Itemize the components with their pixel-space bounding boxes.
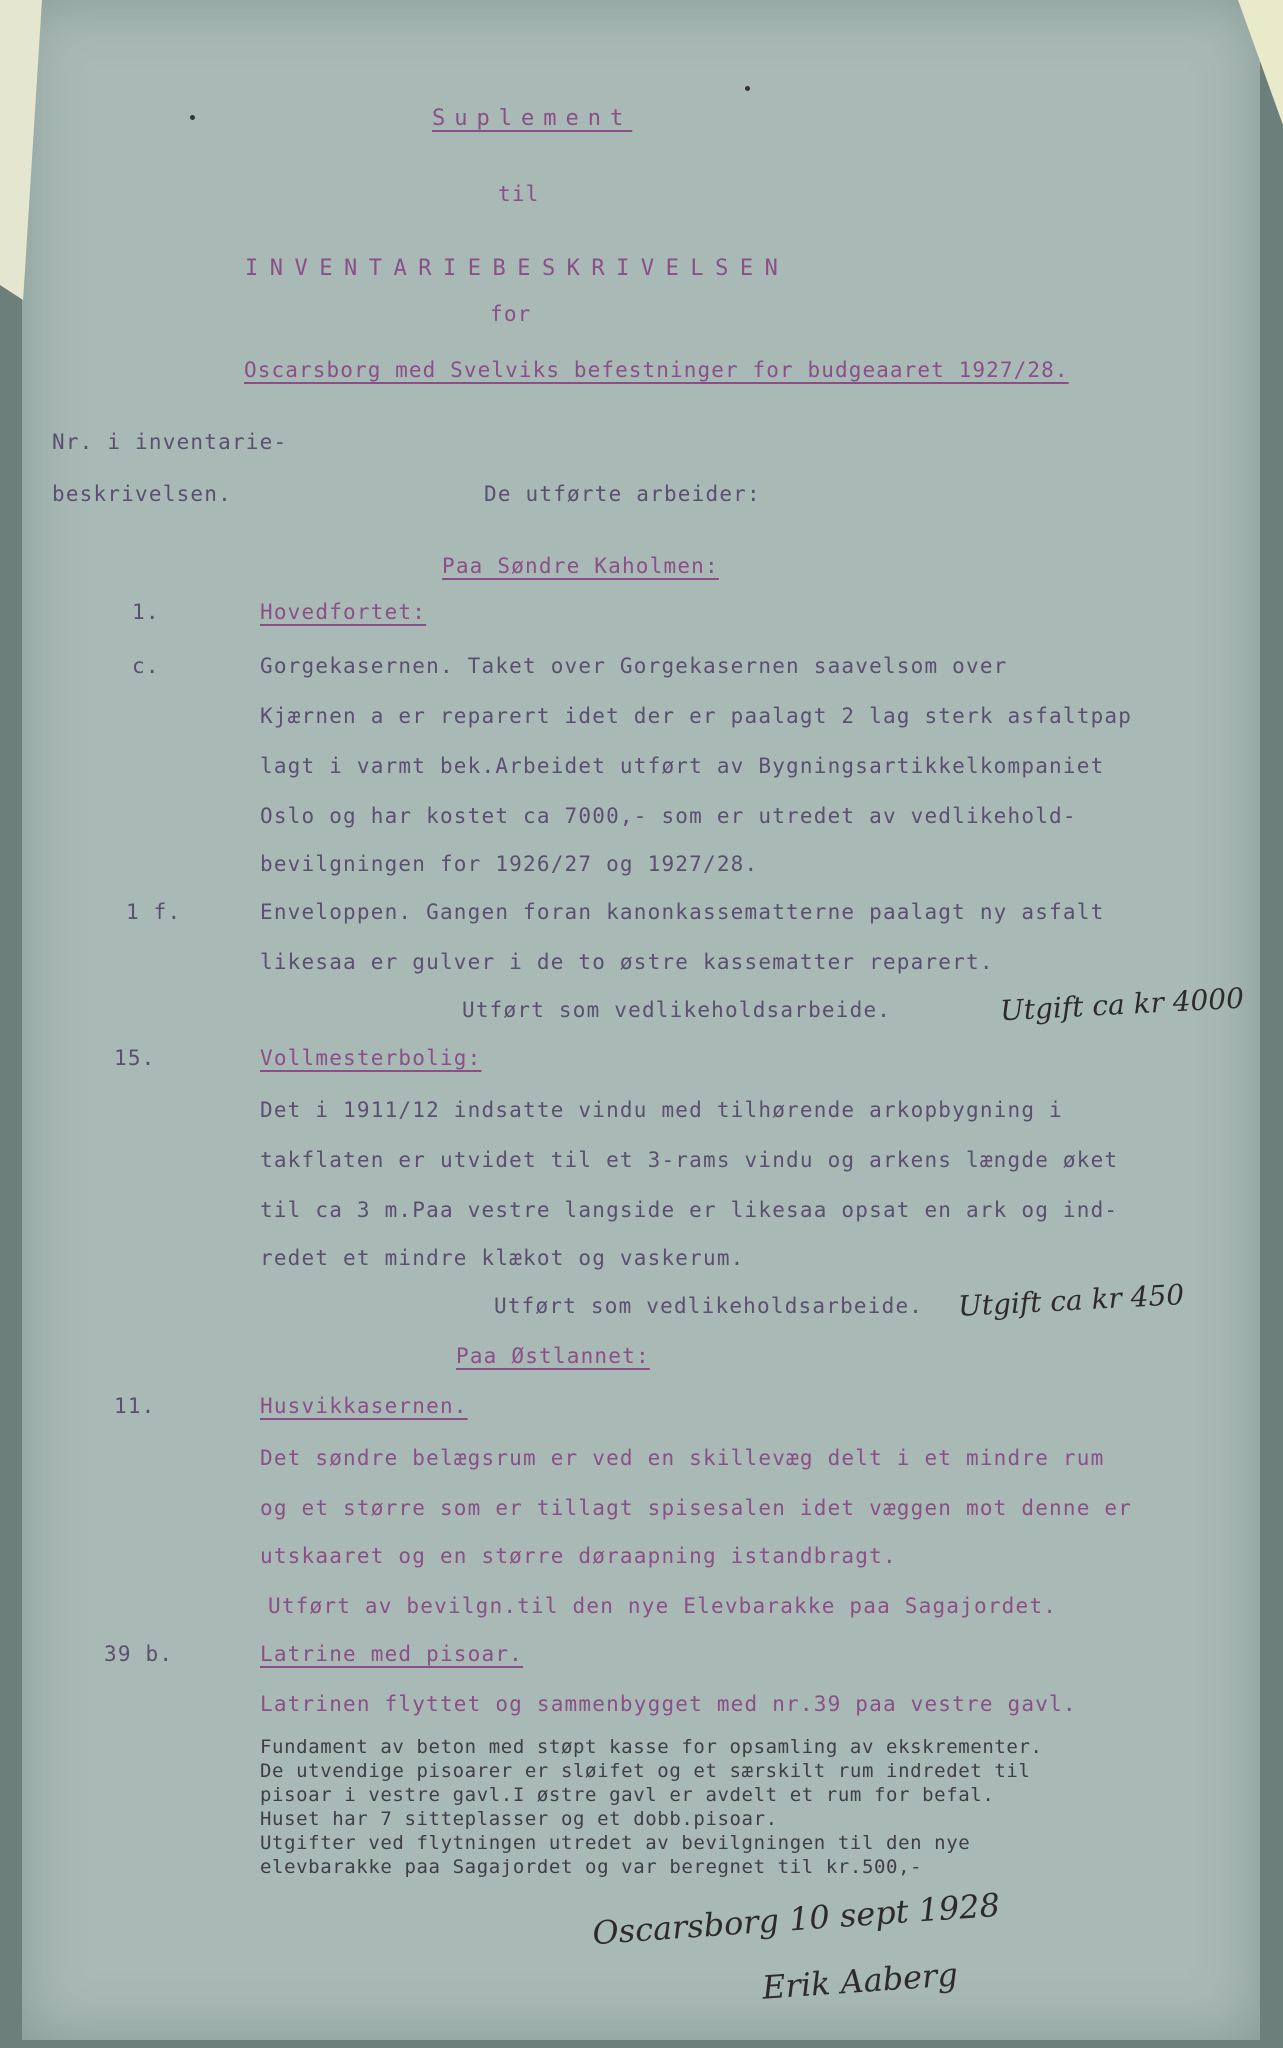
entry-line-small: Utgifter ved flytningen utredet av bevilgningen til den nye xyxy=(260,1832,971,1854)
entry-line: bevilgningen for 1926/27 og 1927/28. xyxy=(260,852,759,876)
header-for: for xyxy=(490,302,532,326)
entry-line: lagt i varmt bek.Arbeidet utført av Bygningsartikkelkompaniet xyxy=(260,754,1105,778)
section-heading: Paa Østlannet: xyxy=(456,1344,650,1368)
column-label-nr-2: beskrivelsen. xyxy=(52,482,232,506)
section-heading: Paa Søndre Kaholmen: xyxy=(442,554,719,578)
entry-line: Enveloppen. Gangen foran kanonkassematterne paalagt ny asfalt xyxy=(260,900,1105,924)
entry-line: Utført som vedlikeholdsarbeide. xyxy=(494,1294,924,1318)
entry-nr: 15. xyxy=(114,1046,156,1070)
entry-line: Latrinen flyttet og sammenbygget med nr.39 paa vestre gavl. xyxy=(260,1692,1077,1716)
entry-nr: c. xyxy=(132,654,160,678)
entry-nr: 11. xyxy=(114,1394,156,1418)
entry-line-small: Fundament av beton med støpt kasse for opsamling av ekskrementer. xyxy=(260,1736,1043,1758)
handwritten-annotation: Utgift ca kr 4000 xyxy=(999,981,1245,1028)
column-label-work: De utførte arbeider: xyxy=(484,482,761,506)
entry-title: Latrine med pisoar. xyxy=(260,1642,524,1666)
document-subject: INVENTARIEBESKRIVELSEN xyxy=(245,256,790,281)
signature-place-date: Oscarsborg 10 sept 1928 xyxy=(591,1885,1002,1953)
entry-nr: 1 f. xyxy=(126,900,182,924)
entry-nr: 1. xyxy=(132,600,160,624)
entry-line: Gorgekasernen. Taket over Gorgekasernen saavelsom over xyxy=(260,654,1008,678)
ink-dot xyxy=(745,86,750,91)
header-place: Oscarsborg med Svelviks befestninger for budgeaaret 1927/28. xyxy=(244,358,1069,382)
entry-line: Oslo og har kostet ca 7000,- som er utredet av vedlikehold- xyxy=(260,804,1077,828)
entry-line: og et større som er tillagt spisesalen idet væggen mot denne er xyxy=(260,1496,1133,1520)
ink-dot xyxy=(190,115,195,120)
entry-line-small: De utvendige pisoarer er sløifet og et særskilt rum indredet til xyxy=(260,1760,1031,1782)
entry-title: Vollmesterbolig: xyxy=(260,1046,482,1070)
entry-line-small: elevbarakke paa Sagajordet og var beregnet til kr.500,- xyxy=(260,1856,923,1878)
entry-line-small: pisoar i vestre gavl.I østre gavl er avdelt et rum for befal. xyxy=(260,1784,995,1806)
entry-line-small: Huset har 7 sitteplasser og et dobb.pisoar. xyxy=(260,1808,778,1830)
entry-line: Utført som vedlikeholdsarbeide. xyxy=(462,998,892,1022)
header-til: til xyxy=(498,182,540,206)
entry-line: Kjærnen a er reparert idet der er paalagt 2 lag sterk asfaltpap xyxy=(260,704,1133,728)
entry-line: likesaa er gulver i de to østre kassematter reparert. xyxy=(260,950,994,974)
entry-line: utskaaret og en større døraapning istandbragt. xyxy=(260,1544,897,1568)
entry-title: Hovedfortet: xyxy=(260,600,427,624)
document-title: Suplement xyxy=(432,106,633,131)
entry-line: takflaten er utvidet til et 3-rams vindu og arkens længde øket xyxy=(260,1148,1119,1172)
entry-line: til ca 3 m.Paa vestre langside er likesaa opsat en ark og ind- xyxy=(260,1198,1119,1222)
entry-line: redet et mindre klækot og vaskerum. xyxy=(260,1246,745,1270)
entry-line: Det søndre belægsrum er ved en skillevæg delt i et mindre rum xyxy=(260,1446,1105,1470)
column-label-nr: Nr. i inventarie- xyxy=(52,430,288,454)
entry-title: Husvikkasernen. xyxy=(260,1394,468,1418)
entry-nr: 39 b. xyxy=(104,1642,174,1666)
signature-name: Erik Aaberg xyxy=(760,1955,959,2007)
handwritten-annotation: Utgift ca kr 450 xyxy=(957,1278,1185,1323)
entry-line: Utført av bevilgn.til den nye Elevbarakke paa Sagajordet. xyxy=(268,1594,1058,1618)
entry-line: Det i 1911/12 indsatte vindu med tilhørende arkopbygning i xyxy=(260,1098,1063,1122)
